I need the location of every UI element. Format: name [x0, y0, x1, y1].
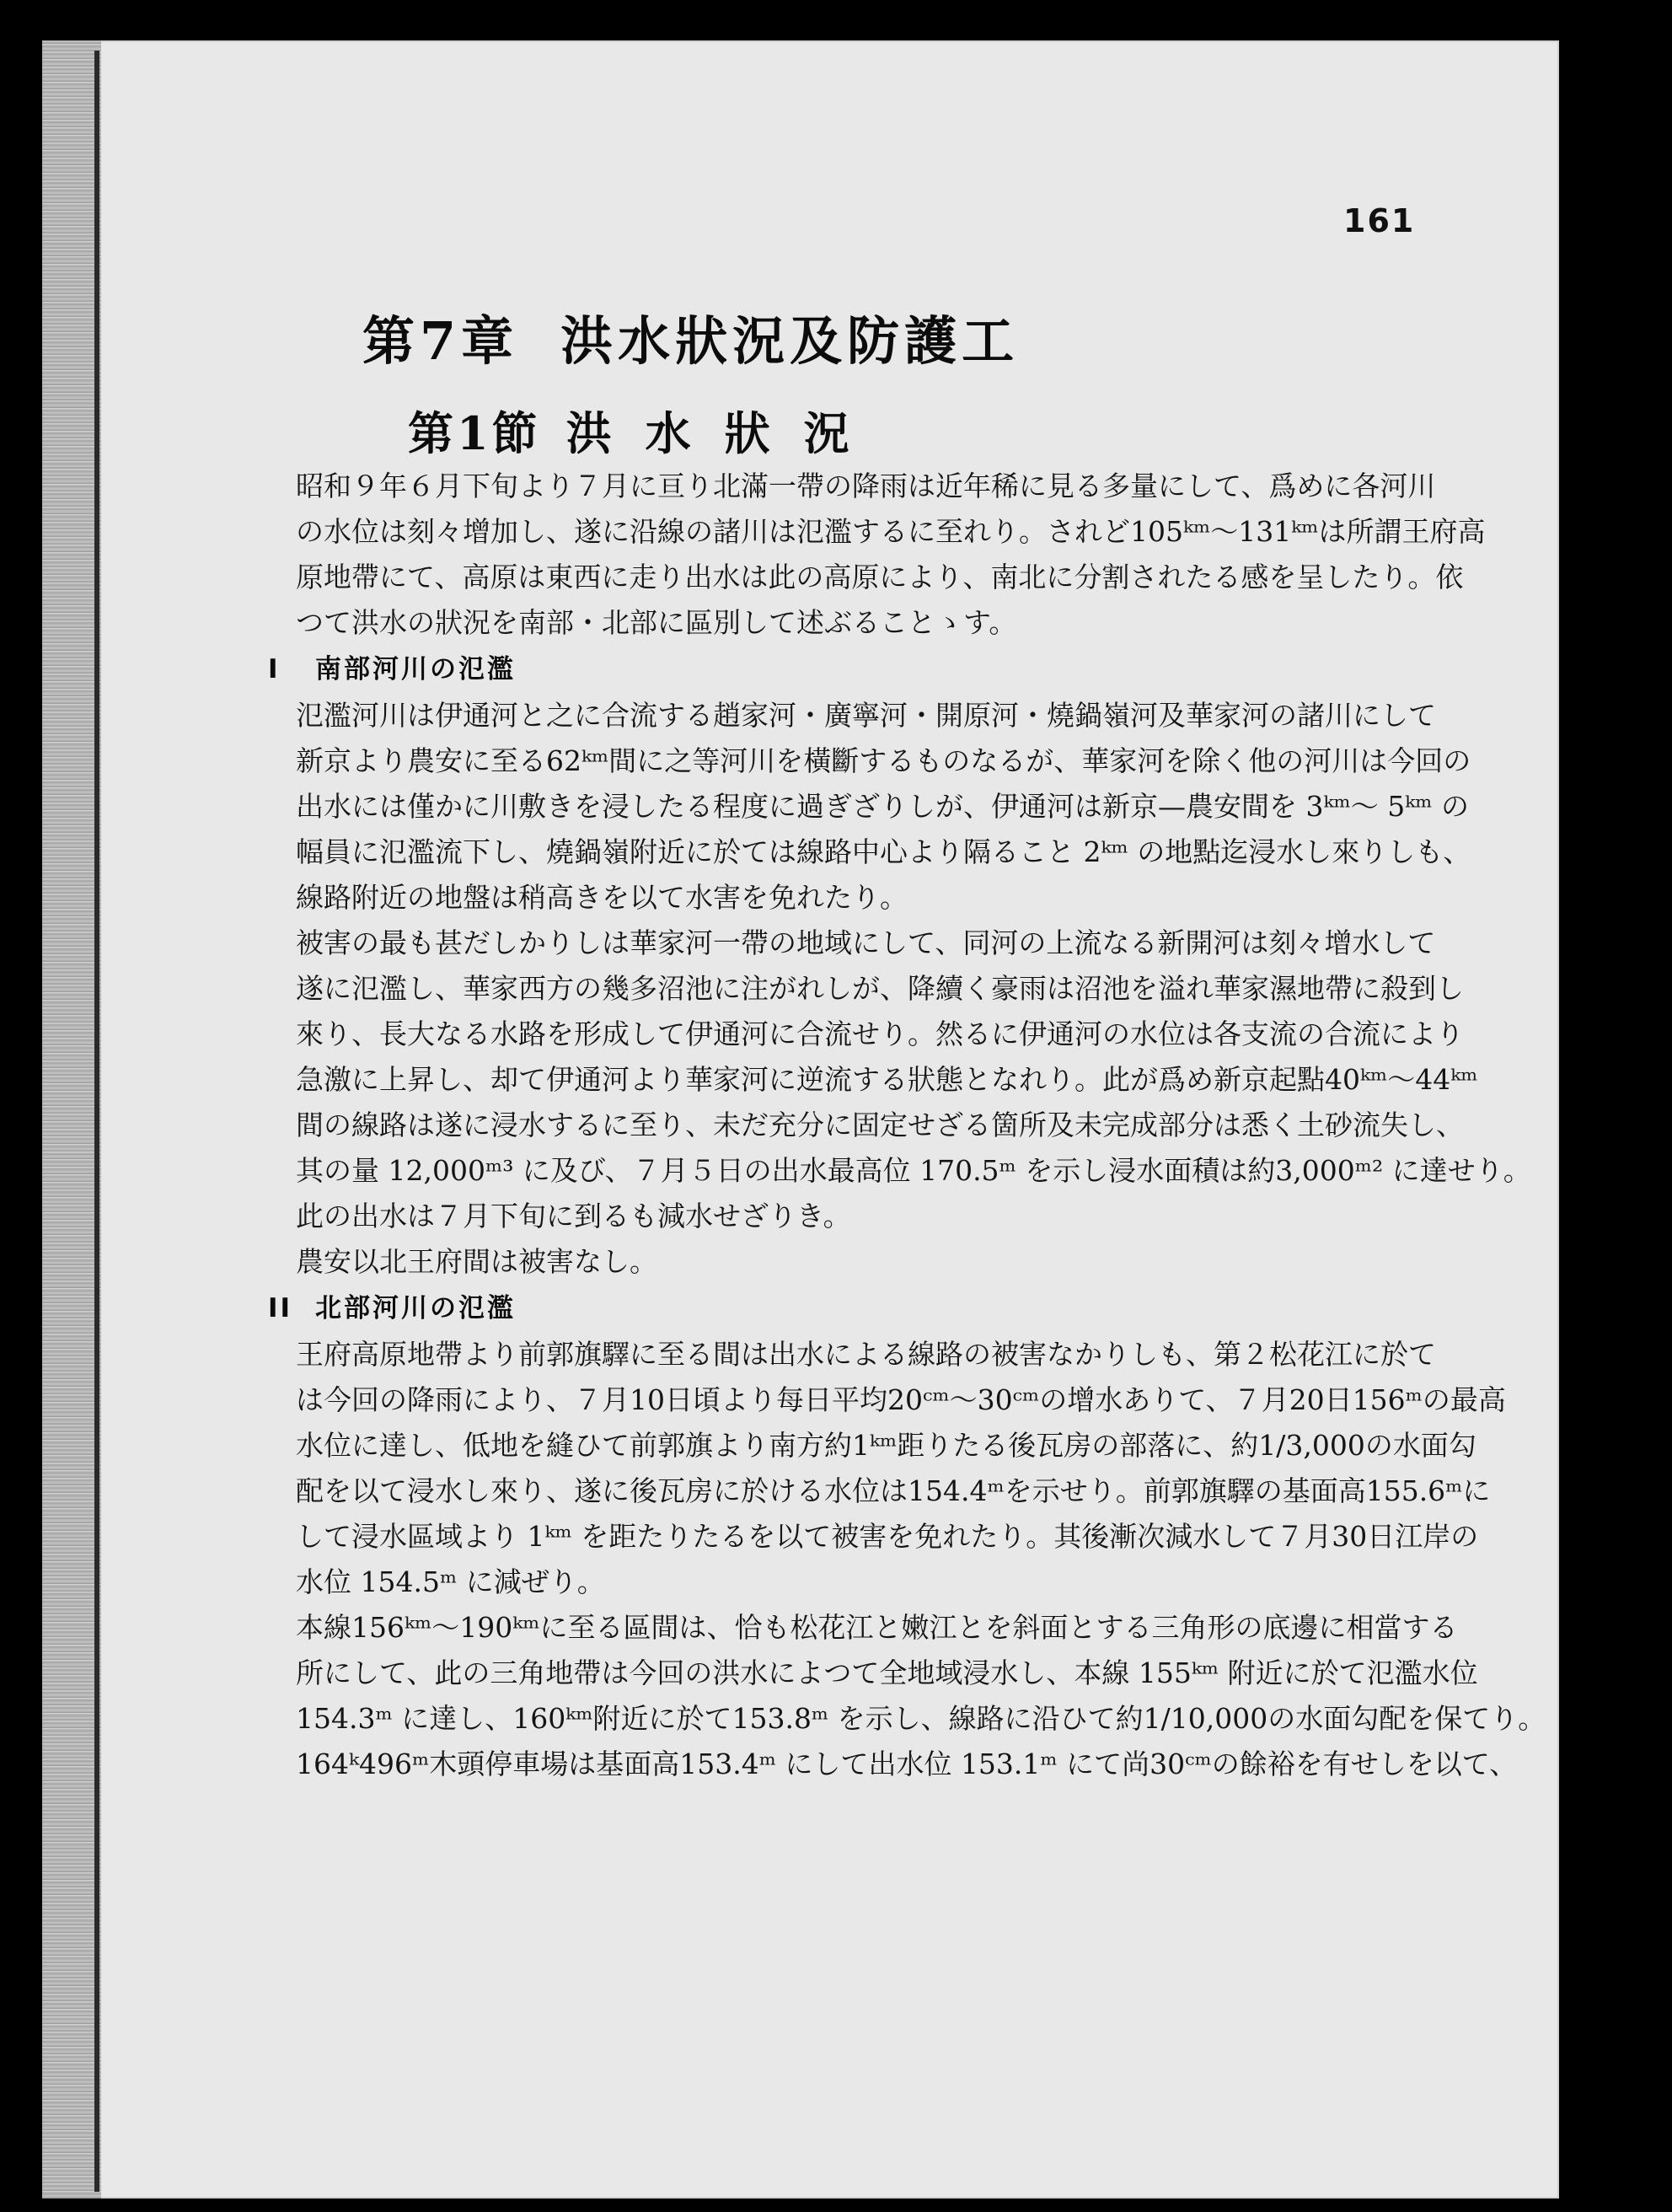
text-line: 水位 154.5ᵐ に減ぜり。	[296, 1565, 605, 1598]
chapter-label: 第7章	[362, 310, 519, 372]
south-heading	[268, 646, 1431, 693]
north-paragraph-2	[268, 1605, 1546, 1787]
chapter-name: 洪水狀況及防護工	[560, 310, 1020, 372]
south-paragraph-1	[268, 693, 1471, 921]
south-heading-text: 南部河川の氾濫	[315, 654, 516, 685]
text-line: 氾濫河川は伊通河と之に合流する趙家河・廣寧河・開原河・燒鍋嶺河及華家河の諸川にして	[296, 699, 1436, 732]
body-text	[268, 464, 1546, 1787]
text-line: 遂に氾濫し、華家西方の幾多沼池に注がれしが、降續く豪雨は沼池を溢れ華家濕地帶に殺到し	[296, 972, 1464, 1005]
intro-paragraph	[268, 464, 1486, 646]
text-line: 所にして、此の三角地帶は今回の洪水によつて全地域浸水し、本線 155ᵏᵐ 附近に於て氾濫水位	[296, 1656, 1478, 1689]
text-line: 線路附近の地盤は稍高きを以て水害を免れたり。	[296, 881, 908, 914]
text-line: 水位に達し、低地を縫ひて前郭旗より南方約1ᵏᵐ距りたる後瓦房の部落に、約1/3,000の水面勾	[296, 1429, 1476, 1462]
text-line: 154.3ᵐ に達し、160ᵏᵐ附近に於て153.8ᵐ を示し、線路に沿ひて約1/10,000の水面勾配を保てり。	[296, 1702, 1546, 1735]
text-line: 幅員に氾濫流下し、燒鍋嶺附近に於ては線路中心より隔ること 2ᵏᵐ の地點迄浸水し來りしも、	[296, 835, 1471, 868]
north-heading	[268, 1285, 1431, 1332]
south-paragraph-2	[268, 921, 1531, 1239]
text-line: 配を以て浸水し來り、遂に後瓦房に於ける水位は154.4ᵐを示せり。前郭旗驛の基面高155.6ᵐに	[296, 1474, 1491, 1507]
text-line: 其の量 12,000ᵐ³ に及び、７月５日の出水最高位 170.5ᵐ を示し浸水面積は約3,000ᵐ² に達せり。	[296, 1154, 1531, 1187]
page-number: 161	[1343, 202, 1416, 239]
south-heading-number: I	[268, 654, 281, 685]
section-title	[408, 398, 883, 463]
text-line: 昭和９年６月下旬より７月に亘り北滿一帶の降雨は近年稀に見る多量にして、爲めに各河川	[296, 470, 1436, 502]
text-line: 農安以北王府間は被害なし。	[296, 1245, 657, 1278]
text-line: つて洪水の狀況を南部・北部に區別して述ぶることゝす。	[296, 606, 1017, 639]
text-line: 來り、長大なる水路を形成して伊通河に合流せり。然るに伊通河の水位は各支流の合流により	[296, 1017, 1464, 1050]
text-line: 被害の最も甚だしかりしは華家河一帶の地域にして、同河の上流なる新開河は刻々增水して	[296, 926, 1436, 959]
section-name: 洪水狀況	[565, 406, 883, 460]
text-line: 新京より農安に至る62ᵏᵐ間に之等河川を橫斷するものなるが、華家河を除く他の河川は今回の	[296, 744, 1471, 777]
north-paragraph-1	[268, 1332, 1506, 1605]
text-line: して浸水區域より 1ᵏᵐ を距たりたるを以て被害を免れたり。其後漸次減水して７月30日江岸の	[296, 1520, 1479, 1553]
section-label: 第1節	[408, 406, 541, 460]
south-paragraph-3	[268, 1239, 1431, 1285]
text-line: 出水には僅かに川敷きを浸したる程度に過ぎざりしが、伊通河は新京—農安間を 3ᵏᵐ〜 5ᵏᵐ の	[296, 790, 1470, 823]
text-line: 間の線路は遂に浸水するに至り、未だ充分に固定せざる箇所及未完成部分は悉く土砂流失し、	[296, 1109, 1464, 1141]
north-heading-text: 北部河川の氾濫	[315, 1293, 516, 1323]
binding-edge	[42, 40, 101, 2199]
text-line: 此の出水は７月下旬に到るも減水せざりき。	[296, 1200, 851, 1232]
chapter-title	[362, 299, 1019, 374]
text-line: の水位は刻々增加し、遂に沿線の諸川は氾濫するに至れり。されど105ᵏᵐ〜131ᵏᵐは所謂王府高	[296, 515, 1486, 548]
text-line: 王府高原地帶より前郭旗驛に至る間は出水による線路の被害なかりしも、第２松花江に於て	[296, 1338, 1436, 1371]
text-line: 急激に上昇し、却て伊通河より華家河に逆流する狀態となれり。此が爲め新京起點40ᵏᵐ〜44ᵏᵐ	[296, 1063, 1478, 1096]
text-line: は今回の降雨により、７月10日頃より每日平均20ᶜᵐ〜30ᶜᵐの增水ありて、７月20日156ᵐの最高	[296, 1383, 1506, 1416]
north-heading-number: II	[268, 1293, 293, 1323]
text-line: 164ᵏ496ᵐ木頭停車場は基面高153.4ᵐ にして出水位 153.1ᵐ にて尚30ᶜᵐの餘裕を有せしを以て、	[296, 1748, 1518, 1780]
spine-shadow	[94, 51, 99, 2192]
text-line: 本線156ᵏᵐ〜190ᵏᵐに至る區間は、恰も松花江と嫩江とを斜面とする三角形の底邊に相當する	[296, 1611, 1458, 1644]
text-line: 原地帶にて、高原は東西に走り出水は此の高原により、南北に分割されたる感を呈したり。依	[296, 561, 1464, 593]
